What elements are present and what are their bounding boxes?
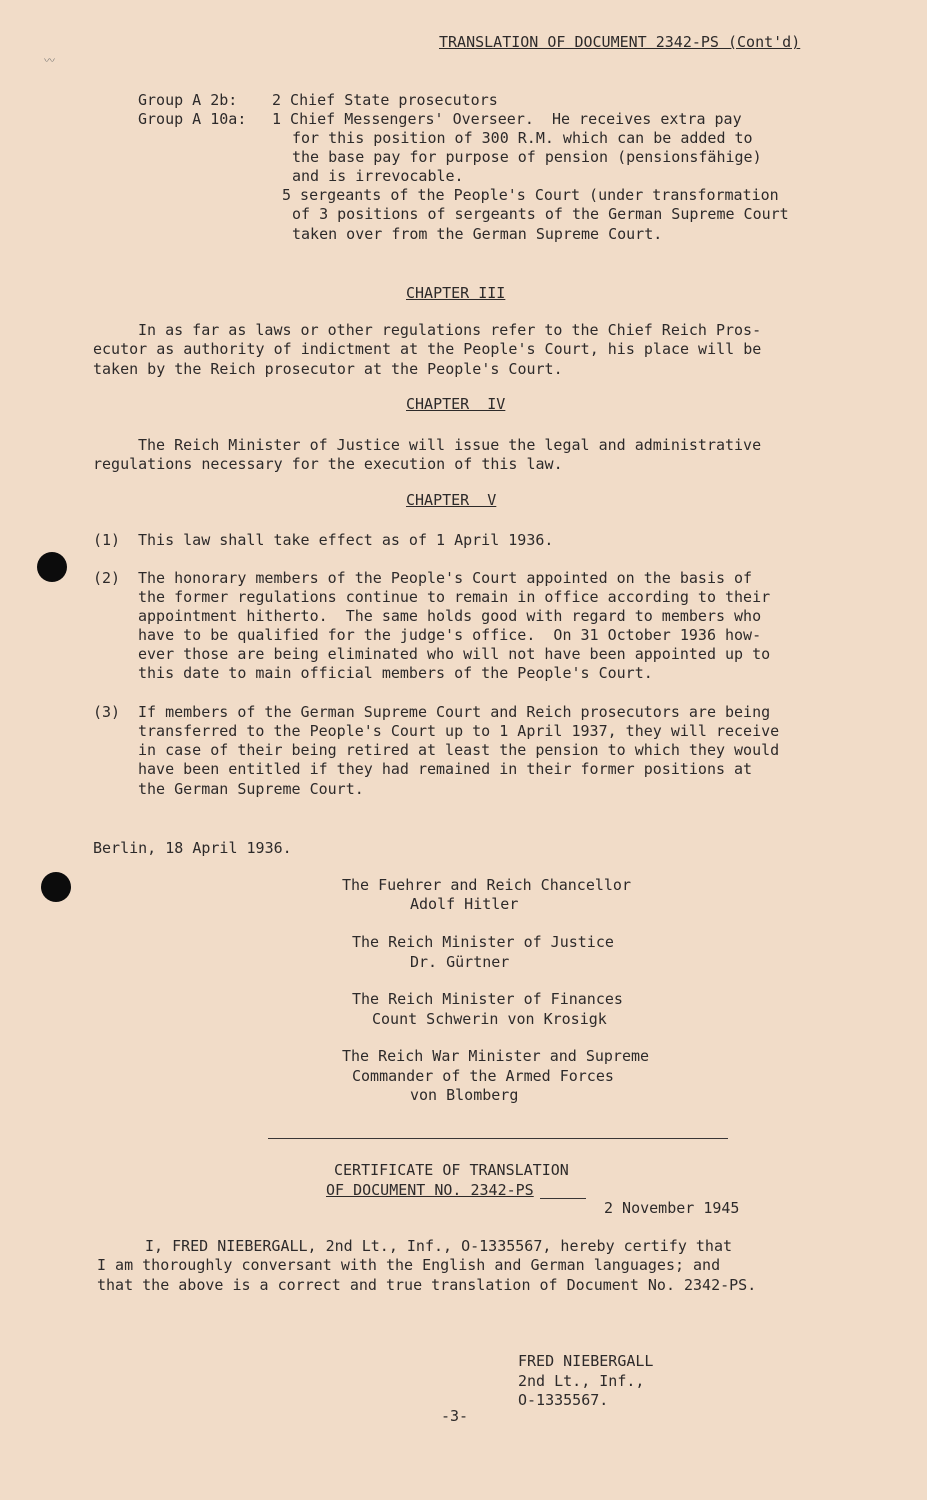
group-label: Group A 10a: [138,110,247,128]
signatory-name: Adolf Hitler [410,895,519,913]
chapter-heading: CHAPTER III [406,284,506,302]
signatory-name: Count Schwerin von Krosigk [372,1010,607,1028]
signatory-title: The Reich Minister of Justice [352,933,614,951]
signatory-title: The Reich War Minister and Supreme [342,1047,650,1065]
group-text-line: 5 sergeants of the People's Court (under transformation [282,186,779,204]
punch-hole [37,552,67,582]
chapter-text-line: The Reich Minister of Justice will issue the legal and administrative [138,436,762,454]
chapter-heading: CHAPTER IV [406,395,506,413]
paragraph-line: the former regulations continue to remain in office according to their [138,588,771,606]
chapter-text-line: In as far as laws or other regulations refer to the Chief Reich Pros- [138,321,762,339]
certifier-name: FRED NIEBERGALL [518,1352,654,1370]
signatory-title: The Reich Minister of Finances [352,990,623,1008]
group-text-line: of 3 positions of sergeants of the German Supreme Court [292,205,789,223]
paragraph-line: have been entitled if they had remained in their former positions at [138,760,753,778]
paragraph-line: transferred to the People's Court up to 1 April 1937, they will receive [138,722,780,740]
page-number: -3- [441,1407,469,1425]
punch-hole [41,872,71,902]
paragraph-line: the German Supreme Court. [138,780,364,798]
certificate-line: I am thoroughly conversant with the English and German languages; and [97,1256,721,1274]
divider [268,1138,728,1139]
paragraph-line: The honorary members of the People's Court appointed on the basis of [138,569,753,587]
group-label: Group A 2b: [138,91,238,109]
certifier-serial: O-1335567. [518,1391,609,1409]
chapter-heading: CHAPTER V [406,491,497,509]
certificate-heading: CERTIFICATE OF TRANSLATION [334,1161,569,1179]
paragraph-line: have to be qualified for the judge's office. On 31 October 1936 how- [138,626,762,644]
group-text-line: the base pay for purpose of pension (pensionsfähige) [292,148,762,166]
group-text-line: and is irrevocable. [292,167,464,185]
document-header: TRANSLATION OF DOCUMENT 2342-PS (Cont'd) [439,33,801,51]
paragraph-line: ever those are being eliminated who will not have been appointed up to [138,645,771,663]
paragraph-line: appointment hitherto. The same holds good with regard to members who [138,607,762,625]
paragraph-line: this date to main official members of the People's Court. [138,664,653,682]
chapter-text-line: regulations necessary for the execution of this law. [93,455,563,473]
group-text: 2 Chief State prosecutors [272,91,498,109]
signatory-title: The Fuehrer and Reich Chancellor [342,876,631,894]
certifier-rank: 2nd Lt., Inf., [518,1372,645,1390]
certificate-date: 2 November 1945 [604,1199,740,1217]
stray-mark: 〰 [44,54,55,67]
certificate-heading: OF DOCUMENT NO. 2342-PS [326,1181,534,1199]
group-text-line: taken over from the German Supreme Court. [292,225,663,243]
underline-extension [540,1198,586,1199]
paragraph-number: (2) [93,569,121,587]
group-text-line: 1 Chief Messengers' Overseer. He receives extra pay [272,110,742,128]
paragraph-number: (1) [93,531,121,549]
place-date: Berlin, 18 April 1936. [93,839,292,857]
paragraph-line: This law shall take effect as of 1 April 1936. [138,531,554,549]
chapter-text-line: taken by the Reich prosecutor at the People's Court. [93,360,563,378]
paragraph-line: in case of their being retired at least the pension to which they would [138,741,780,759]
group-text-line: for this position of 300 R.M. which can be added to [292,129,753,147]
chapter-text-line: ecutor as authority of indictment at the People's Court, his place will be [93,340,762,358]
certificate-line: I, FRED NIEBERGALL, 2nd Lt., Inf., O-1335567, hereby certify that [145,1237,732,1255]
certificate-line: that the above is a correct and true translation of Document No. 2342-PS. [97,1276,757,1294]
paragraph-line: If members of the German Supreme Court and Reich prosecutors are being [138,703,771,721]
signatory-name: von Blomberg [410,1086,519,1104]
signatory-title: Commander of the Armed Forces [352,1067,614,1085]
paragraph-number: (3) [93,703,121,721]
signatory-name: Dr. Gürtner [410,953,510,971]
